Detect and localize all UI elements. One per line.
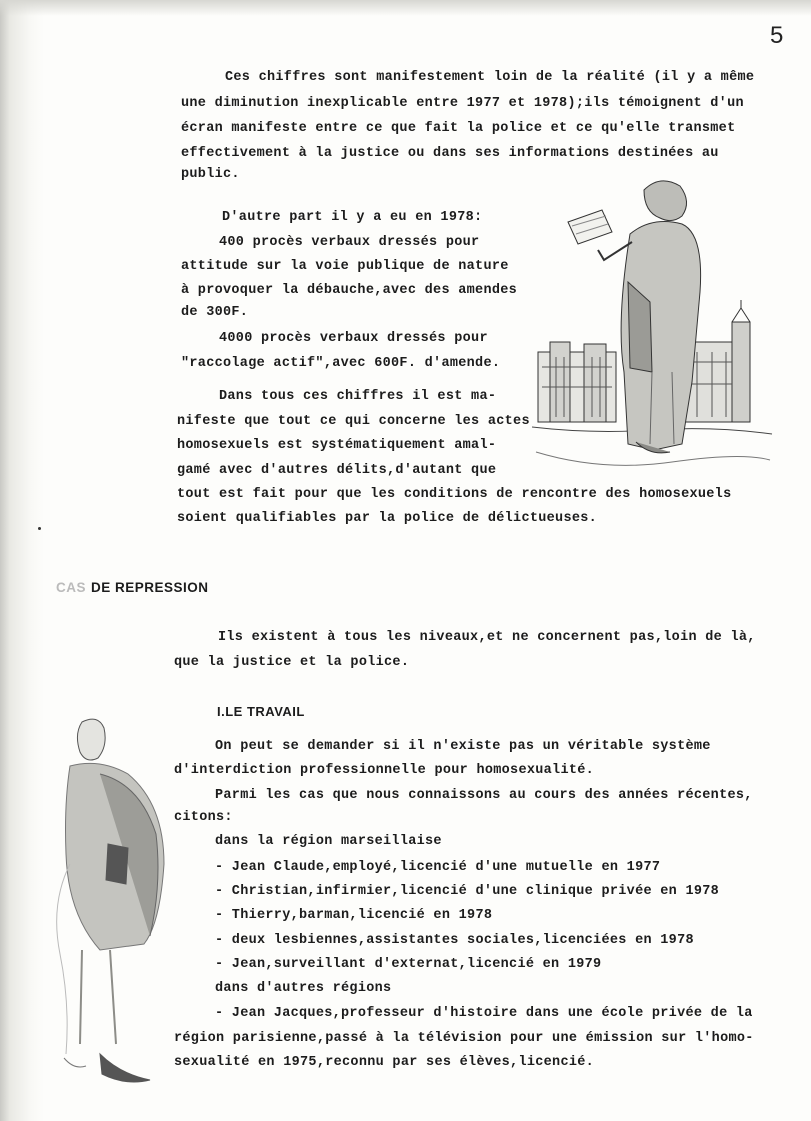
section-heading-faded-prefix: CAS bbox=[56, 580, 87, 595]
paragraph-line: effectivement à la justice ou dans ses informations destinées au bbox=[181, 146, 719, 161]
stray-mark bbox=[38, 527, 41, 530]
case-list-item: sexualité en 1975,reconnu par ses élèves,licencié. bbox=[174, 1055, 595, 1070]
paragraph-line: Ils existent à tous les niveaux,et ne concernent pas,loin de là, bbox=[218, 630, 756, 645]
paragraph-line: "raccolage actif",avec 600F. d'amende. bbox=[181, 356, 501, 371]
case-list-item: - Jean,surveillant d'externat,licencié en 1979 bbox=[215, 957, 602, 972]
case-list-item: - Jean Claude,employé,licencié d'une mutuelle en 1977 bbox=[215, 860, 661, 875]
paragraph-line: à provoquer la débauche,avec des amendes bbox=[181, 283, 518, 298]
case-list-item: - Thierry,barman,licencié en 1978 bbox=[215, 908, 493, 923]
paragraph-line: une diminution inexplicable entre 1977 et 1978);ils témoignent d'un bbox=[181, 96, 744, 111]
page-number: 5 bbox=[770, 22, 784, 49]
paragraph-line: attitude sur la voie publique de nature bbox=[181, 259, 509, 274]
section-heading: DE REPRESSION bbox=[91, 580, 209, 595]
paragraph-line: 4000 procès verbaux dressés pour bbox=[219, 331, 488, 346]
paragraph-line: public. bbox=[181, 167, 240, 182]
case-list-item: - Christian,infirmier,licencié d'une clinique privée en 1978 bbox=[215, 884, 720, 899]
engraving-illustration-bottom-left bbox=[40, 714, 170, 1089]
paragraph-line: Dans tous ces chiffres il est ma- bbox=[219, 389, 497, 404]
paragraph-line: dans la région marseillaise bbox=[215, 834, 442, 849]
page-top-edge-shadow bbox=[0, 0, 811, 16]
paragraph-line: On peut se demander si il n'existe pas un véritable système bbox=[215, 739, 711, 754]
case-list-item: région parisienne,passé à la télévision pour une émission sur l'homo- bbox=[174, 1031, 754, 1046]
engraving-illustration-top-right bbox=[532, 172, 774, 477]
other-regions-label: dans d'autres régions bbox=[215, 981, 392, 996]
case-list-item: - Jean Jacques,professeur d'histoire dans une école privée de la bbox=[215, 1006, 753, 1021]
case-list-item: - deux lesbiennes,assistantes sociales,licenciées en 1978 bbox=[215, 933, 694, 948]
paragraph-line: que la justice et la police. bbox=[174, 655, 410, 670]
page-left-edge-shadow bbox=[0, 0, 44, 1121]
paragraph-line: 400 procès verbaux dressés pour bbox=[219, 235, 480, 250]
paragraph-line: Ces chiffres sont manifestement loin de la réalité (il y a même bbox=[225, 70, 755, 85]
paragraph-line: citons: bbox=[174, 810, 233, 825]
paragraph-line: écran manifeste entre ce que fait la police et ce qu'elle transmet bbox=[181, 121, 736, 136]
subsection-heading: I.LE TRAVAIL bbox=[217, 704, 305, 719]
paragraph-line: tout est fait pour que les conditions de rencontre des homosexuels bbox=[177, 487, 732, 502]
paragraph-line: Parmi les cas que nous connaissons au cours des années récentes, bbox=[215, 788, 753, 803]
paragraph-line: nifeste que tout ce qui concerne les actes bbox=[177, 414, 530, 429]
paragraph-line: D'autre part il y a eu en 1978: bbox=[222, 210, 483, 225]
paragraph-line: d'interdiction professionnelle pour homosexualité. bbox=[174, 763, 595, 778]
paragraph-line: gamé avec d'autres délits,d'autant que bbox=[177, 463, 497, 478]
paragraph-line: de 300F. bbox=[181, 305, 249, 320]
paragraph-line: homosexuels est systématiquement amal- bbox=[177, 438, 497, 453]
paragraph-line: soient qualifiables par la police de délictueuses. bbox=[177, 511, 598, 526]
